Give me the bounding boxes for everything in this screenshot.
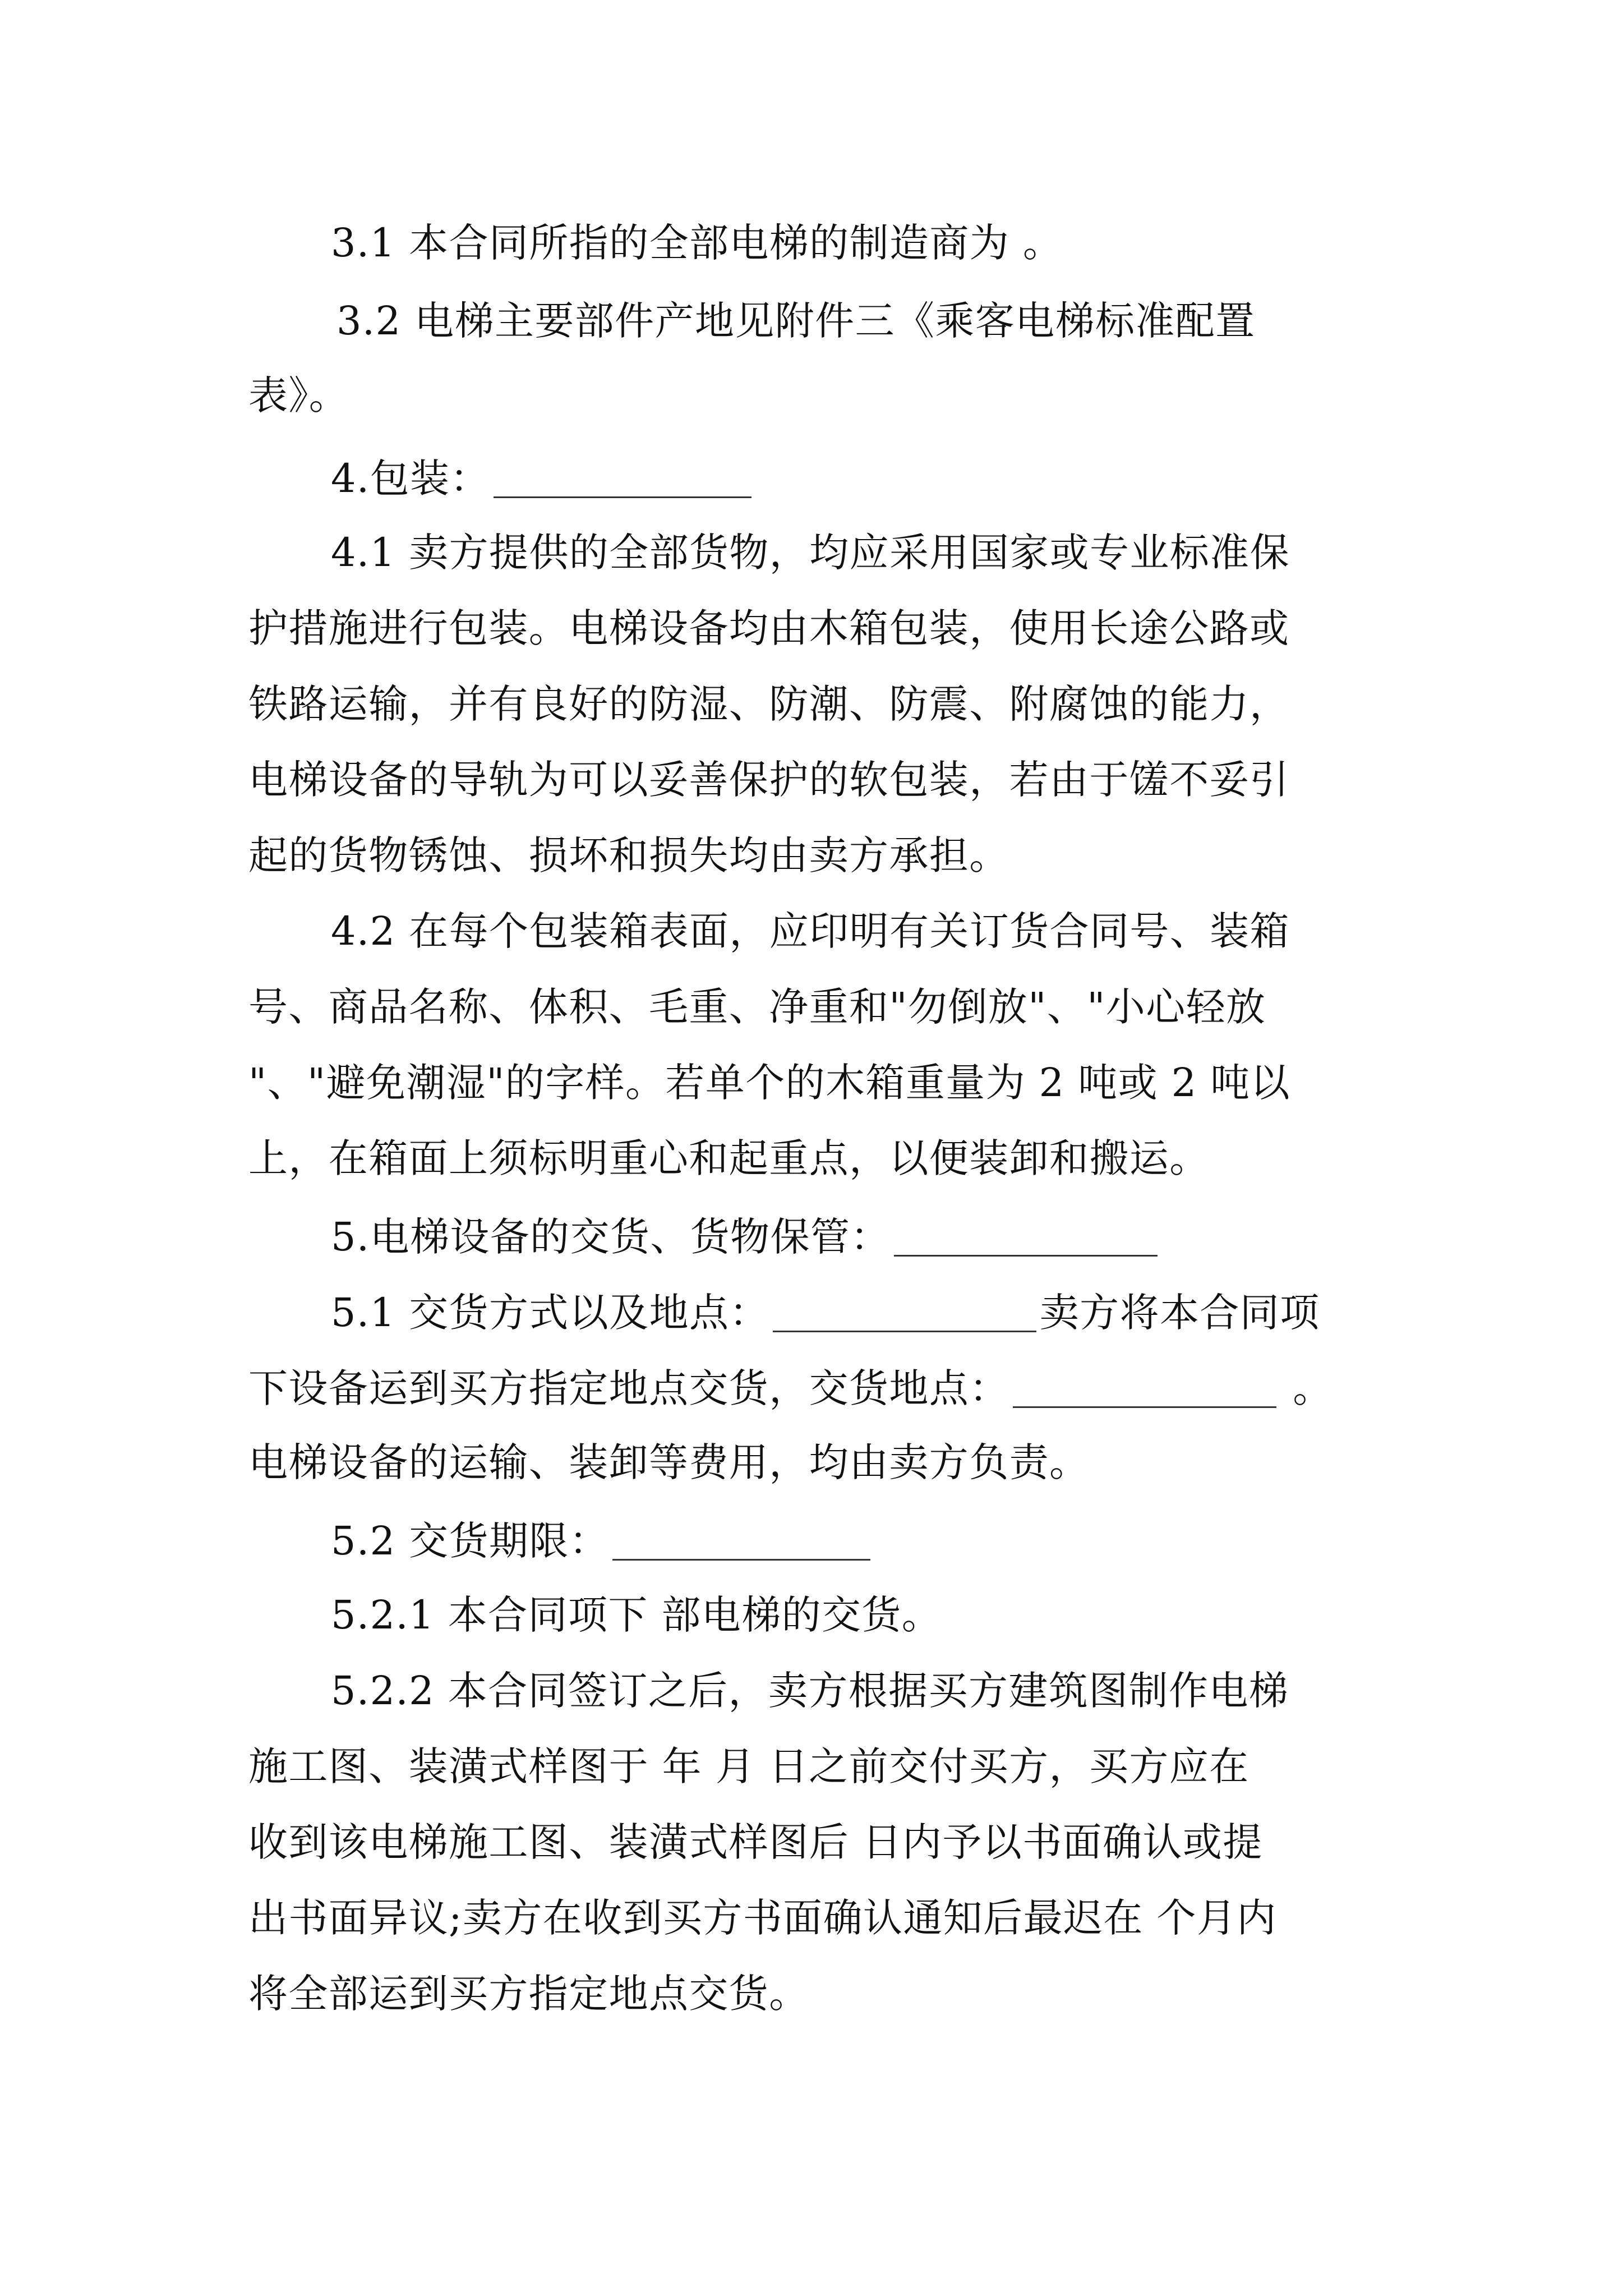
heading-5-text: 5.电梯设备的交货、货物保管： xyxy=(331,1214,891,1260)
clause-3-2-line-2: 表》。 xyxy=(248,372,349,418)
clause-4-1-line-1: 4.1 卖方提供的全部货物，均应采用国家或专业标准保 xyxy=(331,530,1290,576)
clause-5-1-text-a: 5.1 交货方式以及地点： xyxy=(331,1290,769,1336)
clause-5-2-2-line-1: 5.2.2 本合同签订之后，卖方根据买方建筑图制作电梯 xyxy=(331,1668,1289,1714)
clause-4-2-line-1: 4.2 在每个包装箱表面，应印明有关订货合同号、装箱 xyxy=(331,908,1290,954)
clause-4-1-line-4: 电梯设备的导轨为可以妥善保护的软包装，若由于馐不妥引 xyxy=(248,757,1290,803)
clause-5-2-2-line-4: 出书面异议;卖方在收到买方书面确认通知后最迟在 个月内 xyxy=(248,1895,1277,1941)
clause-4-2-line-4: 上，在箱面上须标明重心和起重点，以便装卸和搬运。 xyxy=(248,1135,1210,1181)
clause-5-2-2-line-2: 施工图、装潢式样图于 年 月 日之前交付买方，买方应在 xyxy=(248,1743,1249,1789)
clause-5-2-1: 5.2.1 本合同项下 部电梯的交货。 xyxy=(331,1592,942,1638)
clause-5-1-line-2-text-a: 下设备运到买方指定地点交货，交货地点： xyxy=(248,1365,1009,1411)
clause-5-2 xyxy=(331,1518,874,1564)
clause-5-2-text: 5.2 交货期限： xyxy=(331,1518,610,1564)
heading-4-text: 4.包装： xyxy=(331,455,490,501)
clause-4-1-line-2: 护措施进行包装。电梯设备均由木箱包装，使用长途公路或 xyxy=(248,605,1290,651)
heading-5-delivery xyxy=(331,1214,1161,1260)
heading-4-packaging xyxy=(331,455,755,501)
clause-4-1-line-3: 铁路运输，并有良好的防湿、防潮、防震、附腐蚀的能力， xyxy=(248,681,1290,727)
clause-5-1-line-3: 电梯设备的运输、装卸等费用，均由卖方负责。 xyxy=(248,1439,1090,1485)
clause-4-1-line-5: 起的货物锈蚀、损坏和损失均由卖方承担。 xyxy=(248,832,1009,878)
clause-3-2-line-1: 3.2 电梯主要部件产地见附件三《乘客电梯标准配置 xyxy=(336,298,1256,344)
blank-line xyxy=(773,1291,1036,1332)
blank-line xyxy=(1013,1367,1276,1408)
clause-4-2-line-3: "、"避免潮湿"的字样。若单个的木箱重量为 2 吨或 2 吨以 xyxy=(248,1060,1291,1106)
clause-5-2-2-line-3: 收到该电梯施工图、装潢式样图后 日内予以书面确认或提 xyxy=(248,1819,1263,1865)
clause-5-1-line-2-text-b: 。 xyxy=(1279,1365,1333,1411)
blank-line xyxy=(612,1520,870,1561)
clause-3-1: 3.1 本合同所指的全部电梯的制造商为 。 xyxy=(331,220,1063,266)
clause-5-2-2-line-5: 将全部运到买方指定地点交货。 xyxy=(248,1971,809,2017)
clause-5-1-line-2 xyxy=(248,1365,1333,1411)
clause-5-1-text-b: 卖方将本合同项 xyxy=(1039,1290,1320,1336)
clause-4-2-line-2: 号、商品名称、体积、毛重、净重和"勿倒放"、"小心轻放 xyxy=(248,984,1266,1030)
blank-line xyxy=(494,457,751,498)
clause-5-1-line-1 xyxy=(331,1290,1320,1336)
blank-line xyxy=(894,1216,1158,1257)
